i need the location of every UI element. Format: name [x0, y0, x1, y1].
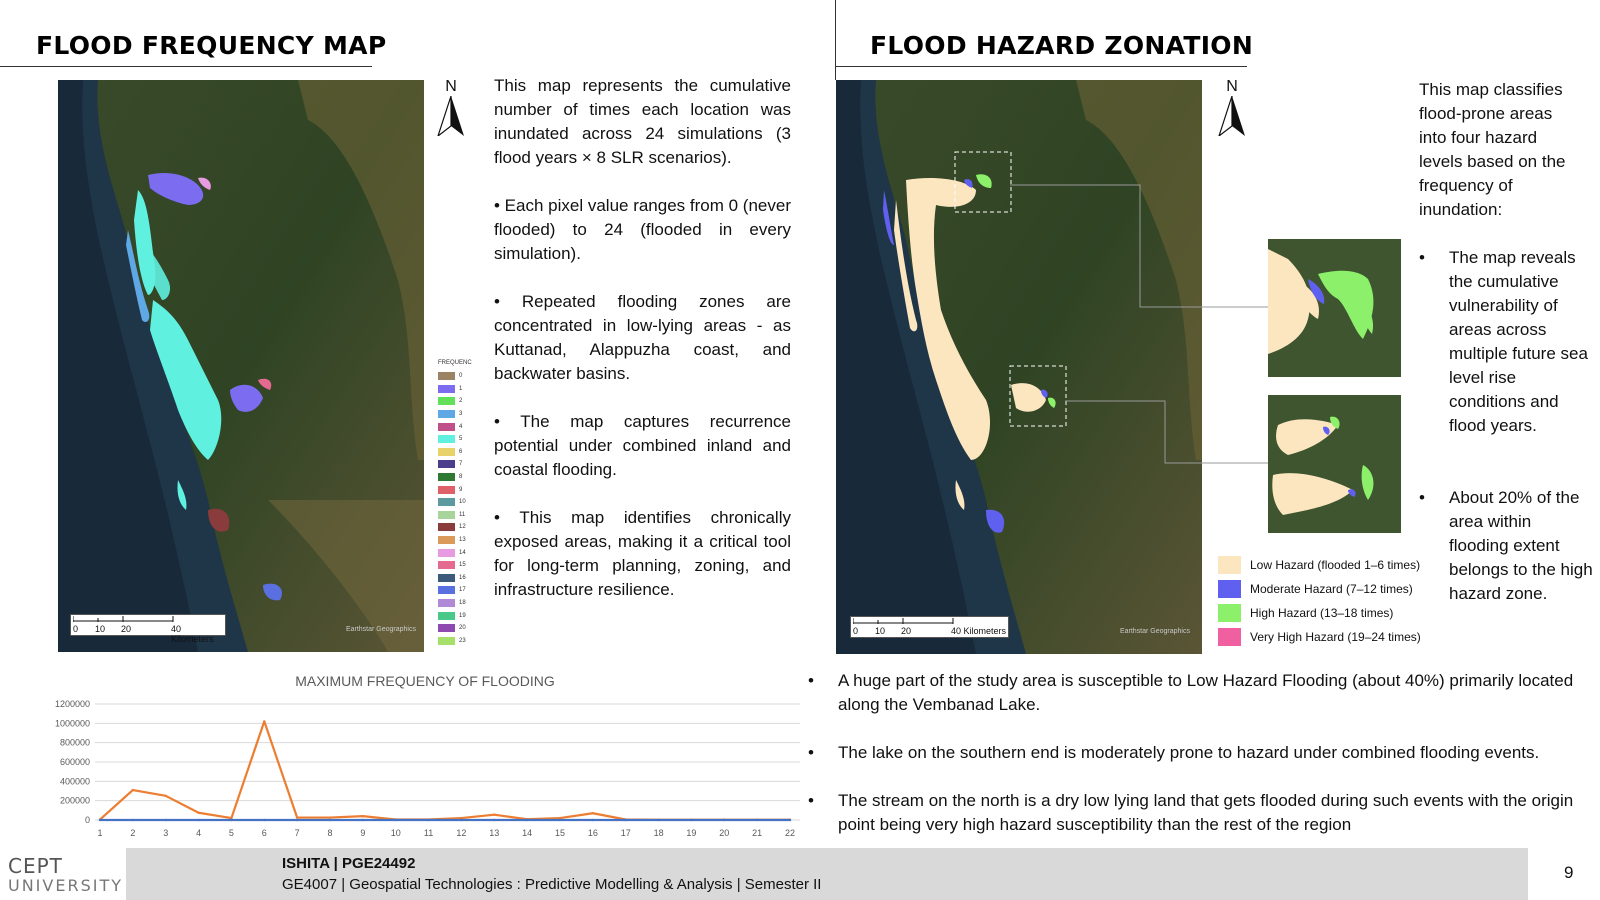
- logo-top: CEPT: [8, 854, 63, 878]
- scale-tick-0: 0: [73, 624, 79, 634]
- legend-item: [438, 622, 472, 635]
- chart-y-tick-label: 1200000: [54, 699, 90, 709]
- scale-tick-10: 10: [875, 626, 886, 636]
- north-arrow-icon: [436, 96, 466, 136]
- hazard-bottom-bullets: [808, 669, 1588, 861]
- chart-point: [329, 819, 331, 821]
- hazard-intro: This map classifies flood-prone areas into four hazard levels based on the frequency of inundation:: [1419, 80, 1566, 219]
- legend-item: [438, 420, 472, 433]
- chart-point: [296, 819, 298, 821]
- legend-item: [438, 370, 472, 383]
- legend-label: 11: [459, 511, 466, 518]
- legend-swatch: [438, 410, 455, 418]
- legend-item: [438, 634, 472, 647]
- legend-item: [438, 509, 472, 522]
- chart-x-tick-label: 18: [653, 828, 664, 838]
- legend-label: 10: [459, 499, 466, 506]
- hazard-legend-swatch: [1218, 604, 1241, 622]
- page-number: 9: [1564, 863, 1574, 882]
- hazard-map-credit: Earthstar Geographics: [1119, 628, 1190, 635]
- hazard-north-arrow: [1217, 78, 1247, 141]
- chart-point: [165, 795, 167, 797]
- legend-label: 7: [459, 461, 463, 468]
- chart-x-tick-label: 8: [327, 828, 333, 838]
- chart-x-tick-label: 5: [228, 828, 234, 838]
- chart-point: [427, 819, 429, 821]
- chart-x-tick-label: 10: [390, 828, 401, 838]
- chart-point: [296, 816, 298, 818]
- bottom-bullet-3: [808, 789, 1588, 837]
- frequency-title-rule: [0, 66, 372, 67]
- bullet-dot: •: [1419, 248, 1425, 267]
- legend-label: 20: [459, 625, 466, 632]
- hazard-legend-label: High Hazard (13–18 times): [1250, 606, 1394, 620]
- chart-point: [263, 720, 265, 722]
- chart-x-tick-label: 19: [686, 828, 697, 838]
- legend-item: [438, 597, 472, 610]
- scale-tick-20: 20: [121, 624, 132, 634]
- legend-swatch: [438, 473, 455, 481]
- scale-unit: 40 Kilometers: [951, 626, 1007, 636]
- chart-point: [592, 812, 594, 814]
- frequency-legend: [438, 360, 472, 647]
- scale-tick-0: 0: [853, 626, 859, 636]
- frequency-paragraph: • The map captures recurrence potential under combined inland and coastal flooding.: [494, 412, 791, 479]
- bullet-dot: •: [1419, 488, 1425, 507]
- zoom-connectors: [1010, 180, 1270, 480]
- legend-label: 6: [459, 448, 463, 455]
- legend-swatch: [438, 523, 455, 531]
- legend-item: [438, 433, 472, 446]
- hazard-legend-swatch: [1218, 556, 1241, 574]
- bottom-bullet-1: [808, 669, 1588, 717]
- legend-swatch: [438, 460, 455, 468]
- chart-x-tick-label: 16: [587, 828, 598, 838]
- hazard-legend: [1218, 553, 1421, 649]
- frequency-map-title: FLOOD FREQUENCY MAP: [36, 31, 387, 60]
- chart-point: [756, 819, 758, 821]
- footer-course: GE4007 | Geospatial Technologies : Predictive Modelling & Analysis | Semester II: [282, 876, 822, 893]
- side-bullet-text: About 20% of the area within flooding extent belongs to the high hazard zone.: [1449, 488, 1593, 603]
- legend-label: 9: [459, 486, 463, 493]
- chart-x-tick-label: 14: [522, 828, 533, 838]
- legend-swatch: [438, 599, 455, 607]
- legend-swatch: [438, 498, 455, 506]
- legend-item: [438, 521, 472, 534]
- legend-item: [438, 546, 472, 559]
- footer-name: ISHITA | PGE24492: [282, 855, 416, 872]
- frequency-paragraph: • This map identifies chronically exposed areas, making it a critical tool for long-term planning, zoning, and infrastructure resilience.: [494, 508, 791, 599]
- side-bullet-1: [1419, 246, 1594, 438]
- legend-item: [438, 471, 472, 484]
- chart-x-tick-label: 22: [784, 828, 796, 838]
- chart-y-tick-label: 800000: [59, 737, 90, 748]
- legend-swatch: [438, 586, 455, 594]
- legend-label: 19: [459, 612, 466, 619]
- hazard-legend-swatch: [1218, 628, 1241, 646]
- chart-title: MAXIMUM FREQUENCY OF FLOODING: [295, 673, 555, 689]
- legend-item: [438, 483, 472, 496]
- frequency-map-credit: Earthstar Geographics: [345, 626, 416, 633]
- chart-point: [197, 812, 199, 814]
- chart-x-tick-label: 21: [752, 828, 763, 838]
- legend-item: [438, 534, 472, 547]
- legend-item: [438, 496, 472, 509]
- chart-point: [723, 819, 725, 821]
- chart-point: [132, 819, 134, 821]
- chart-x-tick-label: 3: [163, 828, 169, 838]
- legend-title: FREQUENC: [438, 360, 472, 366]
- hazard-legend-item: [1218, 577, 1421, 601]
- hazard-scale-bar: [850, 616, 1009, 638]
- legend-label: 16: [459, 574, 466, 581]
- chart-point: [197, 819, 199, 821]
- chart-point: [625, 819, 627, 821]
- hazard-legend-label: Low Hazard (flooded 1–6 times): [1250, 558, 1421, 572]
- legend-label: 4: [459, 423, 463, 430]
- chart-x-tick-label: 6: [261, 828, 267, 838]
- chart-x-tick-label: 15: [554, 828, 566, 838]
- frequency-description: [494, 74, 791, 626]
- frequency-paragraph: This map represents the cumulative number of times each location was inundated across 24 simulations (3 flood years × 8 SLR scenarios).: [494, 76, 791, 167]
- hazard-map-title: FLOOD HAZARD ZONATION: [870, 31, 1254, 60]
- legend-item: [438, 572, 472, 585]
- frequency-line-chart: [40, 694, 800, 844]
- chart-point: [362, 819, 364, 821]
- logo-bottom: UNIVERSITY: [8, 876, 123, 895]
- chart-x-tick-label: 11: [423, 828, 434, 838]
- legend-label: 13: [459, 537, 466, 544]
- chart-point: [395, 819, 397, 821]
- legend-item: [438, 395, 472, 408]
- scale-tick-10: 10: [95, 624, 106, 634]
- frequency-paragraph: • Repeated flooding zones are concentrated in low-lying areas - as Kuttanad, Alappuzha coast, and backwater basins.: [494, 292, 791, 383]
- center-divider: [835, 0, 836, 80]
- frequency-north-arrow: [436, 78, 466, 141]
- legend-item: [438, 559, 472, 572]
- frequency-map-image: [58, 80, 424, 652]
- legend-swatch: [438, 385, 455, 393]
- chart-point: [526, 819, 528, 821]
- hazard-legend-item: [1218, 601, 1421, 625]
- chart-x-tick-label: 1: [97, 828, 103, 838]
- hazard-legend-label: Very High Hazard (19–24 times): [1250, 630, 1421, 644]
- chart-y-tick-label: 1000000: [54, 718, 90, 729]
- scale-unit: 40 Kilometers: [171, 624, 214, 644]
- chart-y-tick-label: 200000: [59, 795, 90, 806]
- bottom-bullet-2: [808, 741, 1588, 765]
- legend-swatch: [438, 435, 455, 443]
- legend-label: 1: [459, 385, 463, 392]
- frequency-paragraph: • Each pixel value ranges from 0 (never flooded) to 24 (flooded in every simulation).: [494, 196, 791, 263]
- scale-tick-20: 20: [901, 626, 912, 636]
- hazard-legend-item: [1218, 553, 1421, 577]
- legend-swatch: [438, 536, 455, 544]
- side-bullet-text: The map reveals the cumulative vulnerability of areas across multiple future sea level rise conditions and flood years.: [1449, 248, 1588, 435]
- legend-item: [438, 446, 472, 459]
- bullet-dot: •: [808, 671, 814, 690]
- legend-label: 3: [459, 411, 463, 418]
- inset-map-south: [1268, 395, 1401, 533]
- bottom-bullet-text: The lake on the southern end is moderately prone to hazard under combined flooding events.: [838, 743, 1540, 762]
- legend-swatch: [438, 561, 455, 569]
- legend-label: 14: [459, 549, 466, 556]
- chart-point: [362, 815, 364, 817]
- chart-x-tick-label: 13: [489, 828, 500, 838]
- north-arrow-icon: [1217, 96, 1247, 136]
- legend-swatch: [438, 372, 455, 380]
- chart-point: [329, 816, 331, 818]
- north-label: N: [445, 78, 457, 95]
- chart-x-tick-label: 7: [294, 828, 300, 838]
- chart-point: [99, 819, 101, 821]
- hazard-legend-label: Moderate Hazard (7–12 times): [1250, 582, 1413, 596]
- chart-x-tick-label: 9: [360, 828, 366, 838]
- north-label: N: [1226, 78, 1238, 95]
- legend-label: 0: [459, 373, 463, 380]
- hazard-title-rule: [835, 66, 1247, 67]
- bullet-dot: •: [808, 791, 814, 810]
- bottom-bullet-text: The stream on the north is a dry low lying land that gets flooded during such events with the origin point being very high hazard susceptibility than the rest of the region: [838, 791, 1574, 834]
- chart-x-tick-label: 12: [456, 828, 467, 838]
- legend-item: [438, 584, 472, 597]
- legend-label: 15: [459, 562, 466, 569]
- legend-swatch: [438, 549, 455, 557]
- chart-y-tick-label: 600000: [59, 757, 90, 767]
- chart-x-tick-label: 2: [130, 828, 136, 838]
- hazard-legend-swatch: [1218, 580, 1241, 598]
- legend-swatch: [438, 637, 455, 645]
- chart-point: [657, 819, 659, 821]
- chart-point: [263, 819, 265, 821]
- university-logo: [0, 848, 126, 900]
- chart-point: [493, 813, 495, 815]
- chart-point: [165, 819, 167, 821]
- chart-point: [132, 789, 134, 791]
- legend-swatch: [438, 448, 455, 456]
- legend-label: 8: [459, 474, 463, 481]
- legend-label: 12: [459, 524, 466, 531]
- side-bullet-2: [1419, 486, 1594, 606]
- legend-swatch: [438, 624, 455, 632]
- chart-point: [592, 819, 594, 821]
- chart-series-line: [100, 721, 790, 819]
- chart-y-tick-label: 400000: [59, 776, 90, 787]
- chart-point: [559, 819, 561, 821]
- legend-item: [438, 383, 472, 396]
- chart-point: [230, 819, 232, 821]
- legend-label: 5: [459, 436, 463, 443]
- hazard-side-bullets: [1419, 246, 1594, 606]
- legend-swatch: [438, 511, 455, 519]
- legend-swatch: [438, 397, 455, 405]
- chart-point: [493, 819, 495, 821]
- page-number-box: [1528, 848, 1600, 900]
- legend-label: 2: [459, 398, 463, 405]
- legend-item: [438, 609, 472, 622]
- legend-swatch: [438, 423, 455, 431]
- chart-x-tick-label: 20: [719, 828, 730, 838]
- bullet-dot: •: [808, 743, 814, 762]
- chart-point: [460, 819, 462, 821]
- hazard-legend-item: [1218, 625, 1421, 649]
- chart-x-tick-label: 4: [196, 828, 202, 838]
- legend-label: 17: [459, 587, 466, 594]
- chart-x-tick-label: 17: [620, 828, 631, 838]
- legend-swatch: [438, 574, 455, 582]
- legend-label: 18: [459, 599, 466, 606]
- chart-point: [690, 819, 692, 821]
- legend-item: [438, 408, 472, 421]
- bottom-bullet-text: A huge part of the study area is susceptible to Low Hazard Flooding (about 40%) primarily located along the Vembanad Lake.: [838, 671, 1574, 714]
- legend-swatch: [438, 612, 455, 620]
- legend-item: [438, 458, 472, 471]
- chart-point: [789, 819, 791, 821]
- chart-y-tick-label: 0: [84, 815, 90, 825]
- frequency-scale-bar: [70, 614, 226, 644]
- legend-label: 23: [459, 637, 466, 644]
- legend-swatch: [438, 486, 455, 494]
- inset-map-north: [1268, 239, 1401, 377]
